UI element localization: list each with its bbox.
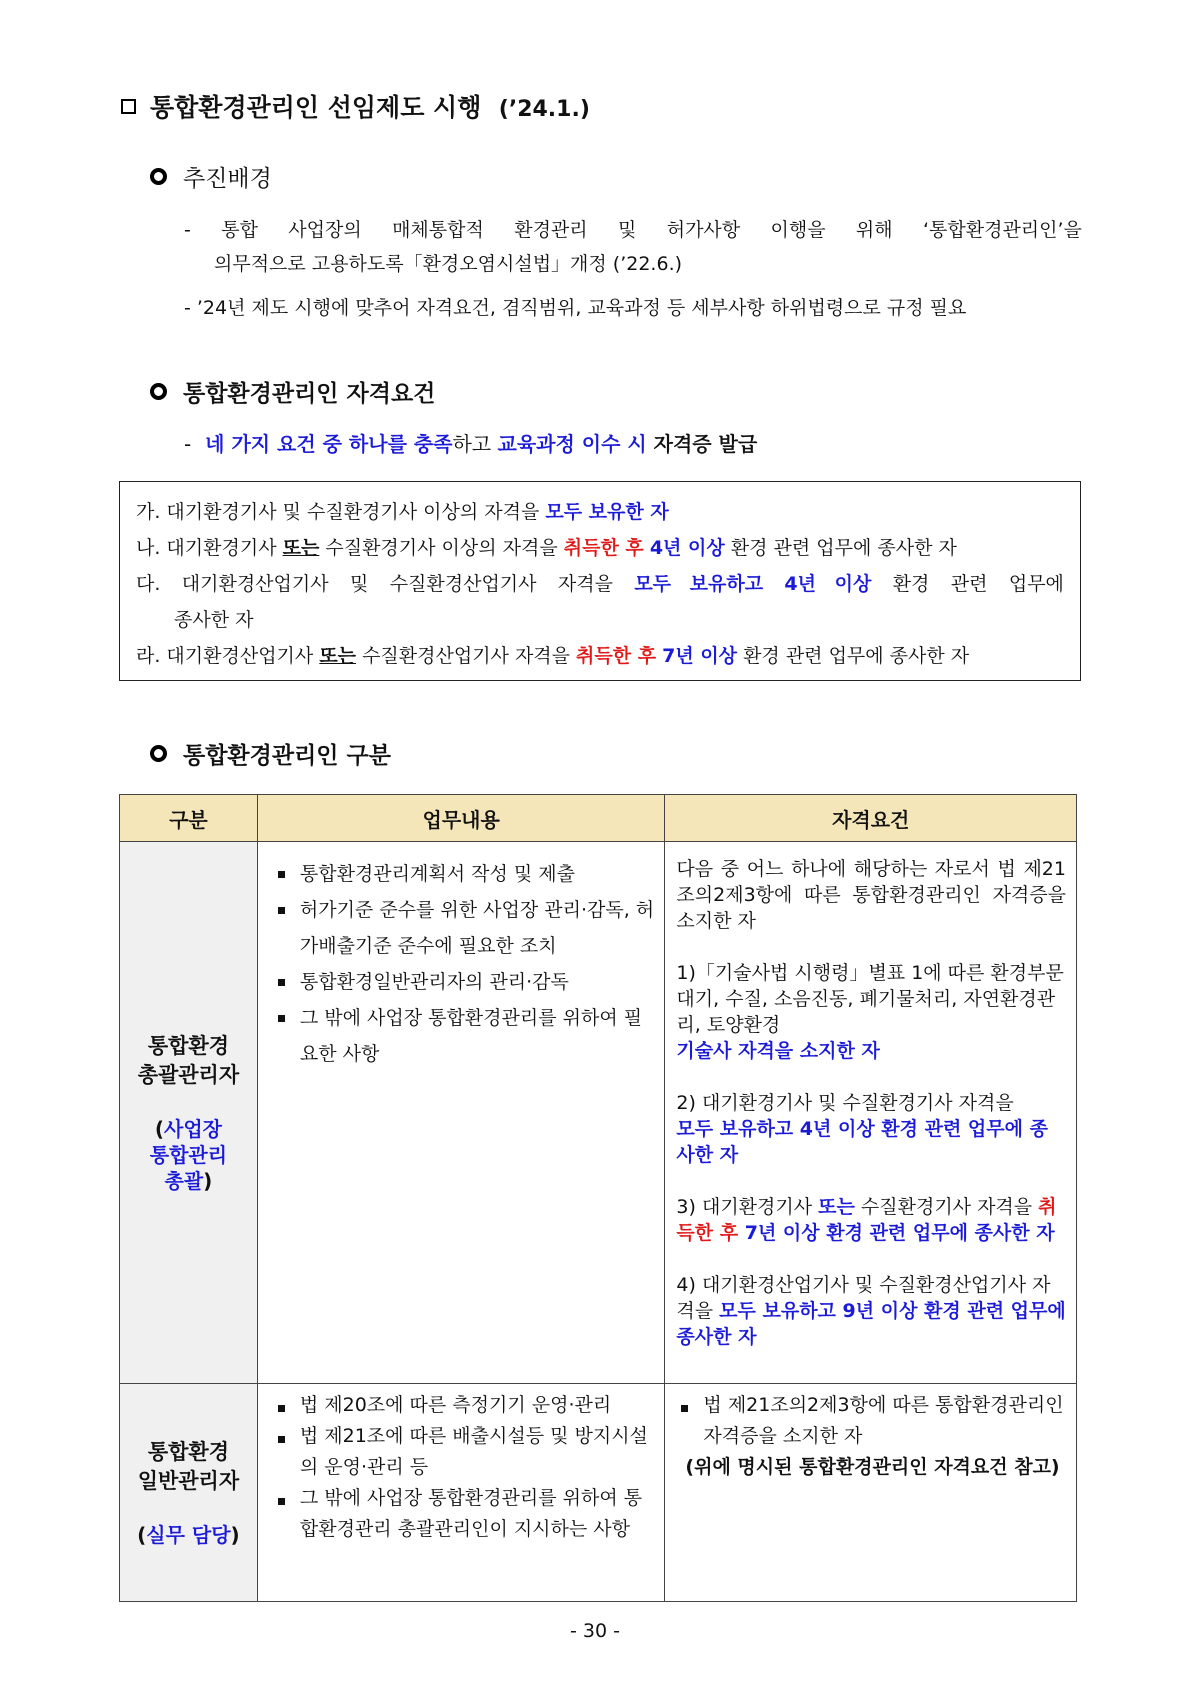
general-manager-qualifications: 다음 중 어느 하나에 해당하는 자로서 법 제21조의2제3항에 따른 통합환경관리인 자격증을 소지한 자 1)「기술사법 시행령」별표 1에 따른 환경부문 대기, 수질, 소음진동, 폐기물처리, 자연환경관리, 토양환경 기술사 자격을 소지한 자 2) 대기환경기사 및 수질환경기사 자격을 모두 보유하고 4년 이상 환경 관련 업무에 종사한 자 3) 대기환경기사 또는 수질환경기사 자격을 취득한 후 7년 이상 환경 관련 업무에 종사한 자 4) 대기환경산업기사 및 수질환경산업기사 자격을 모두 보유하고 9년 이상 환경 관련 업무에 종사한 자 [665,842,1077,1384]
list-item: 허가기준 준수를 위한 사업장 관리·감독, 허가배출기준 준수에 필요한 조치 [272,892,655,964]
page-title: 통합환경관리인 선임제도 시행 (’24.1.) [121,88,590,124]
requirement-ga: 가. 대기환경기사 및 수질환경기사 이상의 자격을 모두 보유한 자 [136,501,669,523]
requirement-ra: 라. 대기환경산업기사 또는 수질환경산업기사 자격을 취득한 후 7년 이상 환경 관련 업무에 종사한 자 [136,645,970,667]
staff-manager-label: 통합환경 일반관리자 (실무 담당) [120,1384,258,1602]
list-item: 법 제21조의2제3항에 따른 통합환경관리인 자격증을 소지한 자 [675,1390,1066,1452]
list-item: 통합환경일반관리자의 관리·감독 [272,964,655,1000]
section-classification-title: 통합환경관리인 구분 [150,737,391,770]
requirements-box [119,481,1081,681]
table-row-general-manager [120,842,1077,1384]
circle-bullet-icon [150,745,167,762]
list-item: 통합환경관리계획서 작성 및 제출 [272,856,655,892]
staff-qualification-note: (위에 명시된 통합환경관리인 자격요건 참고) [685,1456,1060,1478]
staff-manager-qualifications [665,1384,1077,1602]
requirements-summary: - 네 가지 요건 중 하나를 충족하고 교육과정 이수 시 자격증 발급 [184,432,758,456]
list-item: 법 제21조에 따른 배출시설등 및 방지시설의 운영·관리 등 [272,1421,655,1483]
requirement-da-line-1: 다. 대기환경산업기사 및 수질환경산업기사 자격을 모두 보유하고 4년 이상 환경 관련 업무에 [136,573,1064,595]
staff-manager-duties [257,1384,665,1602]
header-category: 구분 [120,795,258,842]
section-requirements-title: 통합환경관리인 자격요건 [150,375,435,408]
section-background-title: 추진배경 [150,160,272,193]
background-item-1-line-1: - 통합 사업장의 매체통합적 환경관리 및 허가사항 이행을 위해 ‘통합환경관리인’을 [184,219,1082,241]
circle-bullet-icon [150,383,167,400]
background-item-2: - ’24년 제도 시행에 맞추어 자격요건, 겸직범위, 교육과정 등 세부사항 하위법령으로 규정 필요 [184,297,967,319]
classification-table [119,794,1077,1602]
page-number: - 30 - [570,1620,620,1642]
header-qualifications: 자격요건 [665,795,1077,842]
qualification-3: 3) 대기환경기사 또는 수질환경기사 자격을 취득한 후 7년 이상 환경 관련 업무에 종사한 자 [676,1196,1057,1244]
list-item: 그 밖에 사업장 통합환경관리를 위하여 필요한 사항 [272,1000,655,1072]
background-item-1-line-2: 의무적으로 고용하도록「환경오염시설법」개정 (’22.6.) [214,253,683,275]
list-item: 그 밖에 사업장 통합환경관리를 위하여 통합환경관리 총괄관리인이 지시하는 사항 [272,1483,655,1545]
list-item: 법 제20조에 따른 측정기기 운영·관리 [272,1390,655,1421]
qualification-2: 2) 대기환경기사 및 수질환경기사 자격을 모두 보유하고 4년 이상 환경 관련 업무에 종사한 자 [676,1092,1048,1166]
qualification-1: 1)「기술사법 시행령」별표 1에 따른 환경부문 대기, 수질, 소음진동, 폐기물처리, 자연환경관리, 토양환경 기술사 자격을 소지한 자 [676,962,1064,1062]
table-row-staff-manager [120,1384,1077,1602]
header-duties: 업무내용 [257,795,665,842]
qualification-4: 4) 대기환경산업기사 및 수질환경산업기사 자격을 모두 보유하고 9년 이상 환경 관련 업무에 종사한 자 [676,1274,1066,1348]
table-header-row [120,795,1077,842]
circle-bullet-icon [150,168,167,185]
requirement-da-line-2: 종사한 자 [174,609,254,631]
general-manager-duties [257,842,665,1384]
general-manager-label: 통합환경 총괄관리자 (사업장 통합관리 총괄) [120,842,258,1384]
requirement-na: 나. 대기환경기사 또는 수질환경기사 이상의 자격을 취득한 후 4년 이상 환경 관련 업무에 종사한 자 [136,537,957,559]
square-bullet-icon [121,99,136,114]
